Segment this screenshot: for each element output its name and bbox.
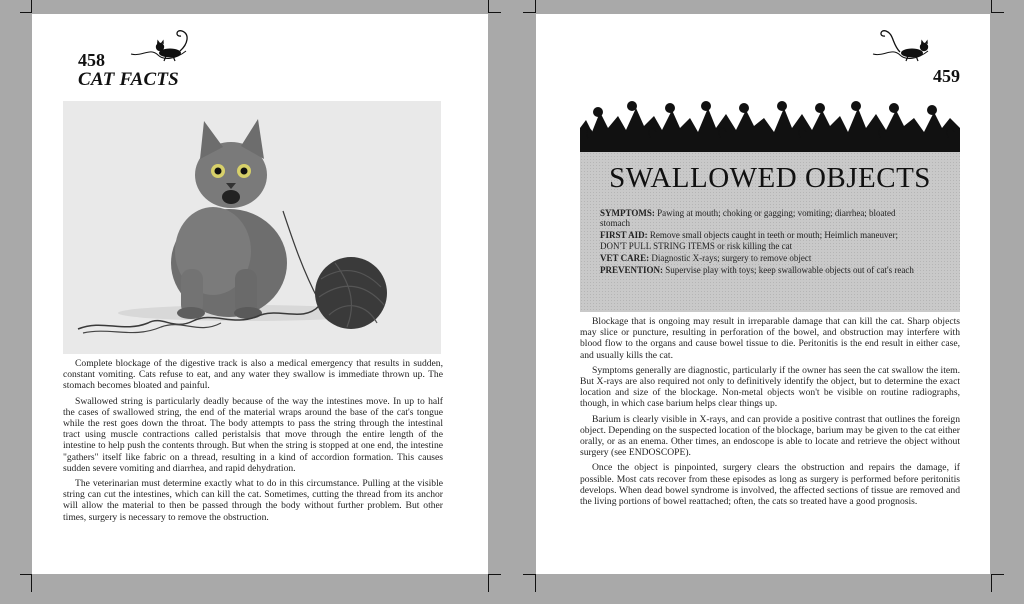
crop-mark xyxy=(991,574,1004,575)
crop-mark xyxy=(488,0,489,12)
paragraph: Swallowed string is particularly deadly because of the way the intestines move. In up to half the cases of swallowed string, the end of the material wraps around the base of the cat's tongue while the rest goes down the throat. The body attempts to pass the string through the intestinal tract using muscle contractions called peristalsis that move through the entire length of the intestine to help push the contents through. But when the string is stopped at one end, the intestine "gathers" itself like fabric on a thread, resulting in a kind of accordion formation. This causes sudden severe vomiting and diarrhea, and rapid dehydration. xyxy=(63,395,443,474)
feature-box xyxy=(580,152,960,312)
vet-care-row: VET CARE: Diagnostic X-rays; surgery to remove object xyxy=(600,252,812,263)
page-number: 459 xyxy=(933,66,960,86)
right-body-text xyxy=(580,316,960,511)
cat-ornament-icon xyxy=(128,26,196,64)
paragraph: Once the object is pinpointed, surgery clears the obstruction and repairs the damage, if possible. Most cats recover from these episodes as long as surgery is performed before peritonitis develops. When dead bowel syndrome is involved, the affected sections of tissue are removed and the living portions of bowel reattached; often, the cats so treated have a good prognosis. xyxy=(580,462,960,508)
right-page xyxy=(536,14,990,574)
symptoms-row: SYMPTOMS: Pawing at mouth; choking or gagging; vomiting; diarrhea; bloated stomach xyxy=(600,208,896,229)
crop-mark xyxy=(31,0,32,12)
crop-mark xyxy=(31,574,32,592)
paragraph: Complete blockage of the digestive track is also a medical emergency that results in sudden, constant vomiting. Cats refuse to eat, and any water they swallow is immediate thrown up. The stomach becomes bloated and painful. xyxy=(63,358,443,392)
crop-mark xyxy=(488,12,501,13)
crop-mark xyxy=(488,574,489,592)
crop-mark xyxy=(20,12,32,13)
paragraph: Blockage that is ongoing may result in irreparable damage that can kill the cat. Sharp objects may slice or puncture, resulting in perforation of the bowel, and obstruction may interfere with blood flow to the organs and cause bowel tissue to die. Peritonitis is the end result in either case, and usually kills the cat. xyxy=(580,316,960,361)
crop-mark xyxy=(535,0,536,12)
cat-silhouette-banner xyxy=(580,98,960,154)
paragraph: The veterinarian must determine exactly what to do in this circumstance. Pulling at the visible string can cut the intestines, which can kill the cat. Sometimes, cutting the thread from its anchor will allow the material to then be passed through the body without further problem. But other times, surgery is necessary to remove the obstruction. xyxy=(63,478,443,523)
crop-mark xyxy=(991,0,992,12)
crop-mark xyxy=(535,574,536,592)
prevention-row: PREVENTION: Supervise play with toys; keep swallowable objects out of cat's reach xyxy=(600,264,914,275)
crop-mark xyxy=(523,12,536,13)
first-aid-row: FIRST AID: Remove small objects caught in teeth or mouth; Heimlich maneuver; DON'T PULL STRING ITEMS or risk killing the cat xyxy=(600,230,899,251)
page-number: 458 xyxy=(78,50,105,70)
paragraph: Barium is clearly visible in X-rays, and can provide a positive contrast that outlines the foreign object. Depending on the suspected location of the blockage, barium may be given to the cat either orally, or as an enema. Other times, an endoscope is able to locate and retrieve the object without surgery (see ENDOSCOPE). xyxy=(580,413,960,459)
left-body-text xyxy=(63,358,443,527)
crop-mark xyxy=(488,574,501,575)
paragraph: Symptoms generally are diagnostic, particularly if the owner has seen the cat swallow the item. But X-rays are also required not only to definitively identify the object, but to determine the exact location and size of the blockage. Non-metal objects won't be visible on routine radiographs, though, in which case barium helps clear things up. xyxy=(580,364,960,410)
left-page xyxy=(32,14,488,574)
crop-mark xyxy=(991,12,1004,13)
crop-mark xyxy=(991,574,992,592)
running-head: CAT FACTS xyxy=(78,69,179,90)
cat-with-yarn-photo xyxy=(63,101,441,354)
feature-title: SWALLOWED OBJECTS xyxy=(609,162,931,194)
feature-list xyxy=(600,208,916,277)
cat-ornament-icon xyxy=(870,26,938,64)
